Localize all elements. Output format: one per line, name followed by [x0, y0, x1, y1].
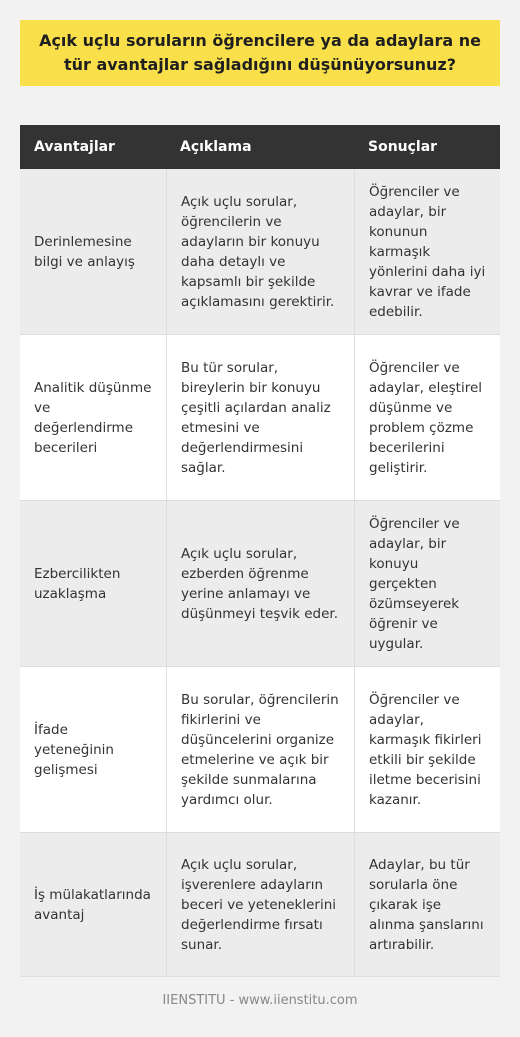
cell-advantage: İfade yeteneğinin gelişmesi: [20, 667, 166, 833]
footer-credit: IIENSTITU - www.iienstitu.com: [162, 993, 358, 1008]
cell-advantage: İş mülakatlarında avantaj: [20, 833, 166, 977]
page-title: Açık uçlu soruların öğrencilere ya da adaylara ne tür avantajlar sağladığını düşünüyorsunuz?: [20, 20, 500, 86]
cell-description: Bu sorular, öğrencilerin fikirlerini ve düşüncelerini organize etmelerine ve açık bir şekilde sunmalarına yardımcı olur.: [166, 667, 354, 833]
cell-advantage: Derinlemesine bilgi ve anlayış: [20, 169, 166, 335]
advantages-table: [20, 125, 500, 977]
cell-result: Öğrenciler ve adaylar, bir konuyu gerçekten özümseyerek öğrenir ve uygular.: [354, 501, 500, 667]
cell-description: Açık uçlu sorular, öğrencilerin ve adayların bir konuyu daha detaylı ve kapsamlı bir şekilde açıklamasını gerektirir.: [166, 169, 354, 335]
table-row: [20, 667, 500, 833]
cell-result: Öğrenciler ve adaylar, karmaşık fikirleri etkili bir şekilde iletme becerisini kazanır.: [354, 667, 500, 833]
header-description: Açıklama: [166, 125, 354, 169]
table-row: [20, 501, 500, 667]
cell-advantage: Analitik düşünme ve değerlendirme becerileri: [20, 335, 166, 501]
table-row: [20, 169, 500, 335]
cell-result: Adaylar, bu tür sorularla öne çıkarak işe alınma şanslarını artırabilir.: [354, 833, 500, 977]
table-row: [20, 335, 500, 501]
cell-result: Öğrenciler ve adaylar, bir konunun karmaşık yönlerini daha iyi kavrar ve ifade edebilir.: [354, 169, 500, 335]
cell-result: Öğrenciler ve adaylar, eleştirel düşünme ve problem çözme becerilerini geliştirir.: [354, 335, 500, 501]
cell-description: Bu tür sorular, bireylerin bir konuyu çeşitli açılardan analiz etmesini ve değerlendirmesini sağlar.: [166, 335, 354, 501]
cell-advantage: Ezbercilikten uzaklaşma: [20, 501, 166, 667]
header-results: Sonuçlar: [354, 125, 500, 169]
cell-description: Açık uçlu sorular, ezberden öğrenme yerine anlamayı ve düşünmeyi teşvik eder.: [166, 501, 354, 667]
header-advantages: Avantajlar: [20, 125, 166, 169]
cell-description: Açık uçlu sorular, işverenlere adayların beceri ve yeteneklerini değerlendirme fırsatı sunar.: [166, 833, 354, 977]
table-header-row: [20, 125, 500, 169]
table-row: [20, 833, 500, 977]
